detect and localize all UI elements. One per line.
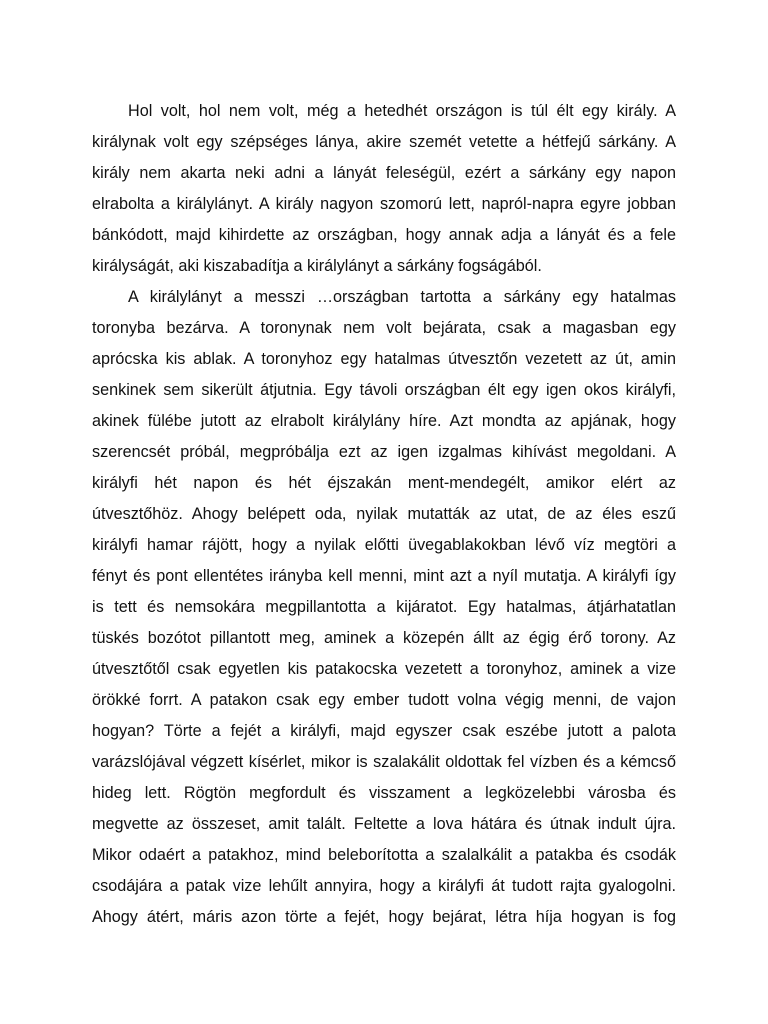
paragraph-2-line-8: útvesztőhöz. Ahogy belépett oda, nyilak mutatták az utat, de az éles eszű <box>92 505 676 523</box>
paragraph-2-line-6: szerencsét próbál, megpróbálja ezt az igen izgalmas kihívást megoldani. A <box>92 443 676 461</box>
paragraph-2-line-17: hideg lett. Rögtön megfordult és visszament a legközelebbi városba és <box>92 784 676 802</box>
paragraph-2-line-20: csodájára a patak vize lehűlt annyira, hogy a királyfi át tudott rajta gyalogolni. <box>92 877 676 895</box>
paragraph-2-line-5: akinek fülébe jutott az elrabolt királylány híre. Azt mondta az apjának, hogy <box>92 412 676 430</box>
paragraph-1-line-3: király nem akarta neki adni a lányát feleségül, ezért a sárkány egy napon <box>92 164 676 182</box>
paragraph-1-line-6: királyságát, aki kiszabadítja a királylányt a sárkány fogságából. <box>92 257 542 275</box>
paragraph-1-line-4: elrabolta a királylányt. A király nagyon szomorú lett, napról-napra egyre jobban <box>92 195 676 213</box>
paragraph-2-line-13: útvesztőtől csak egyetlen kis patakocska vezetett a toronyhoz, aminek a vize <box>92 660 676 678</box>
paragraph-2-line-1: A királylányt a messzi …országban tartotta a sárkány egy hatalmas <box>128 288 676 306</box>
paragraph-2-line-9: királyfi hamar rájött, hogy a nyilak előtti üvegablakokban lévő víz megtöri a <box>92 536 676 554</box>
paragraph-2-line-21: Ahogy átért, máris azon törte a fejét, hogy bejárat, létra híja hogyan is fog <box>92 908 676 926</box>
paragraph-2-line-12: tüskés bozótot pillantott meg, aminek a közepén állt az égig érő torony. Az <box>92 629 676 647</box>
paragraph-2-line-14: örökké forrt. A patakon csak egy ember tudott volna végig menni, de vajon <box>92 691 676 709</box>
paragraph-2-line-11: is tett és nemsokára megpillantotta a kijáratot. Egy hatalmas, átjárhatatlan <box>92 598 676 616</box>
paragraph-2-line-19: Mikor odaért a patakhoz, mind beleborította a szalalkálit a patakba és csodák <box>92 846 676 864</box>
paragraph-2-line-4: senkinek sem sikerült átjutnia. Egy távoli országban élt egy igen okos királyfi, <box>92 381 676 399</box>
paragraph-2-line-2: toronyba bezárva. A toronynak nem volt bejárata, csak a magasban egy <box>92 319 676 337</box>
paragraph-1-line-2: királynak volt egy szépséges lánya, akire szemét vetette a hétfejű sárkány. A <box>92 133 676 151</box>
paragraph-2-line-15: hogyan? Törte a fejét a királyfi, majd egyszer csak eszébe jutott a palota <box>92 722 676 740</box>
paragraph-2-line-3: aprócska kis ablak. A toronyhoz egy hatalmas útvesztőn vezetett az út, amin <box>92 350 676 368</box>
paragraph-1-line-1: Hol volt, hol nem volt, még a hetedhét országon is túl élt egy király. A <box>128 102 676 120</box>
paragraph-1-line-5: bánkódott, majd kihirdette az országban, hogy annak adja a lányát és a fele <box>92 226 676 244</box>
paragraph-2-line-16: varázslójával végzett kísérlet, mikor is szalakálit oldottak fel vízben és a kémcső <box>92 753 676 771</box>
paragraph-2-line-10: fényt és pont ellentétes irányba kell menni, mint azt a nyíl mutatja. A királyfi így <box>92 567 676 585</box>
paragraph-2-line-7: királyfi hét napon és hét éjszakán ment-mendegélt, amikor elért az <box>92 474 676 492</box>
paragraph-2-line-18: megvette az összeset, amit talált. Feltette a lova hátára és útnak indult újra. <box>92 815 676 833</box>
